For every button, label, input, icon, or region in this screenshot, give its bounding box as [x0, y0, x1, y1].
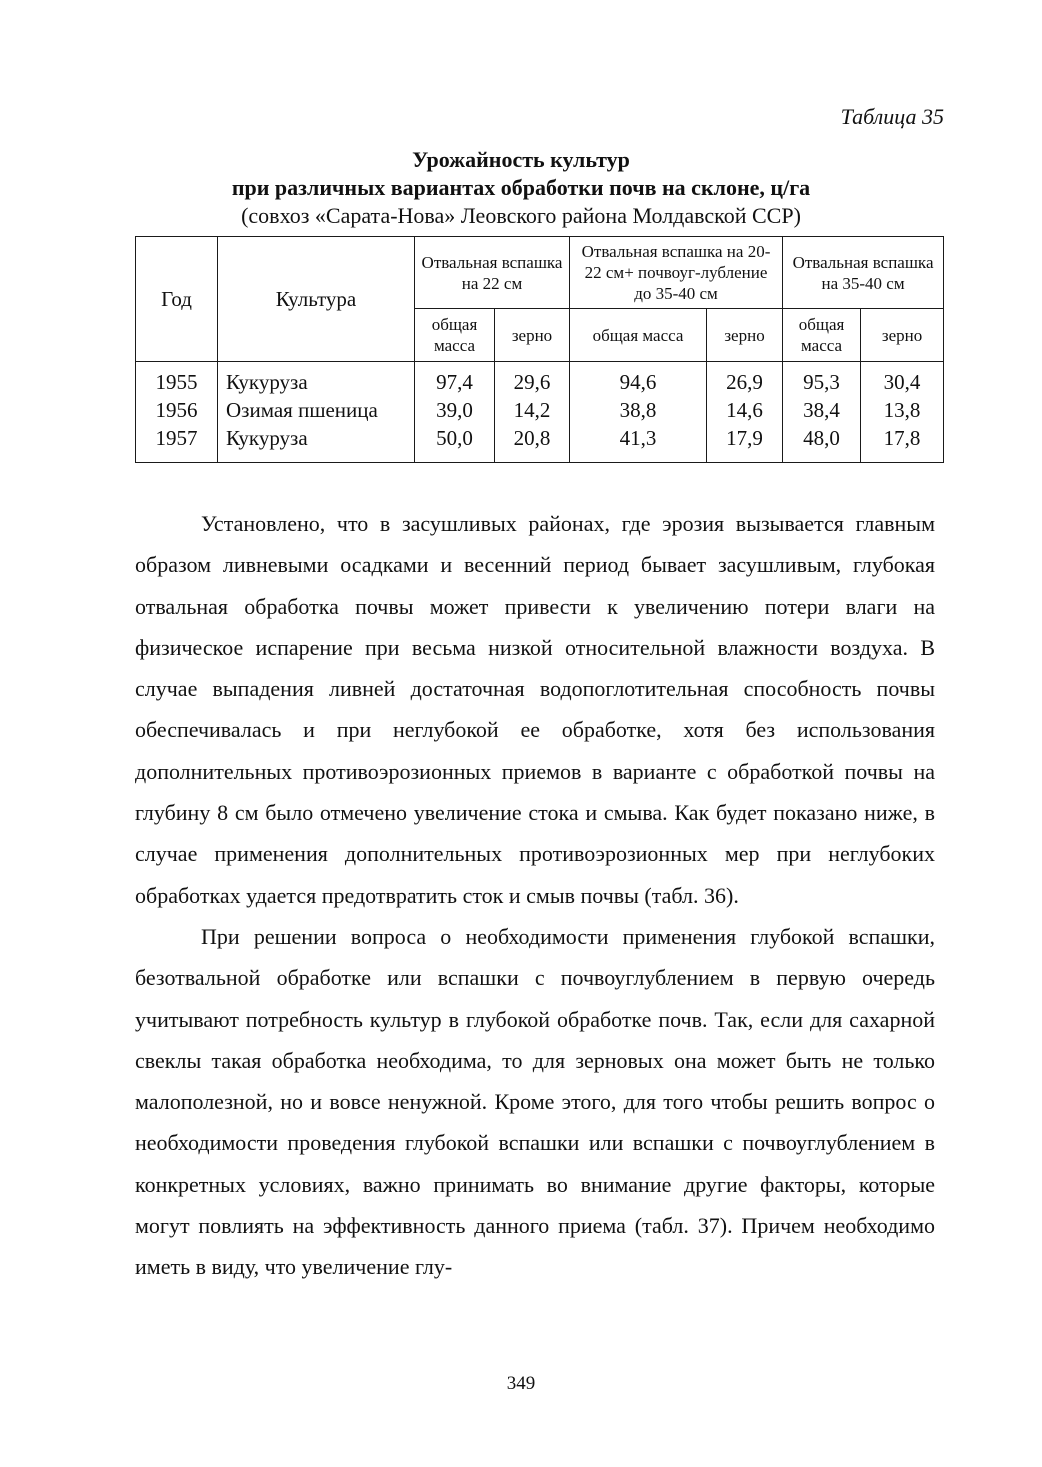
- cell-value: 29,6: [495, 362, 570, 397]
- header-group-2: Отвальная вспашка на 20-22 см+ почвоуг-лубление до 35-40 см: [570, 237, 783, 309]
- header-total-mass: общая масса: [570, 309, 707, 362]
- header-grain: зерно: [495, 309, 570, 362]
- table-row: [136, 362, 944, 397]
- cell-value: 48,0: [783, 424, 861, 463]
- cell-value: 14,2: [495, 396, 570, 424]
- table-row: [136, 396, 944, 424]
- table-title-line-3: (совхоз «Сарата-Нова» Леовского района Молдавской ССР): [241, 203, 801, 228]
- header-total-mass: общая масса: [415, 309, 495, 362]
- cell-year: 1956: [136, 396, 218, 424]
- cell-value: 17,8: [861, 424, 944, 463]
- header-group-1: Отвальная вспашка на 22 см: [415, 237, 570, 309]
- cell-year: 1957: [136, 424, 218, 463]
- paragraph: Установлено, что в засушливых районах, где эрозия вызывается главным образом ливневыми осадками и весенний период бывает засушливым, глубокая отвальная обработка почвы может привести к увеличению потери влаги на физическое испарение при весьма низкой относительной влажности воздуха. В случае выпадения ливней достаточная водопоглотительная способность почвы обеспечивалась и при неглубокой ее обработке, хотя без использования дополнительных противоэрозионных приемов в варианте с обработкой почвы на глубину 8 см было отмечено увеличение стока и смыва. Как будет показано ниже, в случае применения дополнительных противоэрозионных мер при неглубоких обработках удается предотвратить сток и смыв почвы (табл. 36).: [135, 511, 935, 908]
- cell-value: 26,9: [707, 362, 783, 397]
- cell-culture: Озимая пшеница: [218, 396, 415, 424]
- cell-value: 20,8: [495, 424, 570, 463]
- cell-value: 95,3: [783, 362, 861, 397]
- cell-year: 1955: [136, 362, 218, 397]
- header-culture: Культура: [218, 237, 415, 362]
- header-group-3: Отвальная вспашка на 35-40 см: [783, 237, 944, 309]
- header-year: Год: [136, 237, 218, 362]
- cell-value: 14,6: [707, 396, 783, 424]
- table-title-line-2: при различных вариантах обработки почв на склоне, ц/га: [231, 175, 811, 200]
- table-row: [136, 424, 944, 463]
- cell-culture: Кукуруза: [218, 424, 415, 463]
- yield-table: [135, 236, 944, 463]
- cell-value: 50,0: [415, 424, 495, 463]
- cell-value: 17,9: [707, 424, 783, 463]
- header-grain: зерно: [861, 309, 944, 362]
- table-title-line-1: Урожайность культур: [412, 147, 630, 172]
- page-number: 349: [506, 1373, 536, 1394]
- cell-value: 38,8: [570, 396, 707, 424]
- cell-value: 30,4: [861, 362, 944, 397]
- cell-value: 38,4: [783, 396, 861, 424]
- header-total-mass: общая масса: [783, 309, 861, 362]
- table-number: Таблица 35: [840, 104, 944, 129]
- cell-culture: Кукуруза: [218, 362, 415, 397]
- cell-value: 39,0: [415, 396, 495, 424]
- cell-value: 97,4: [415, 362, 495, 397]
- paragraph: При решении вопроса о необходимости применения глубокой вспашки, безотвальной обработке или вспашки с почвоуглублением в первую очередь учитывают потребность культур в глубокой обработке почв. Так, если для сахарной свеклы такая обработка необходима, то для зерновых она может быть не только малополезной, но и вовсе ненужной. Кроме этого, для того чтобы решить вопрос о необходимости проведения глубокой вспашки или вспашки с почвоуглублением в конкретных условиях, важно принимать во внимание другие факторы, которые могут повлиять на эффективность данного приема (табл. 37). Причем необходимо иметь в виду, что увеличение глу-: [135, 923, 935, 1280]
- cell-value: 94,6: [570, 362, 707, 397]
- header-grain: зерно: [707, 309, 783, 362]
- cell-value: 41,3: [570, 424, 707, 463]
- cell-value: 13,8: [861, 396, 944, 424]
- body-text: [135, 503, 935, 1288]
